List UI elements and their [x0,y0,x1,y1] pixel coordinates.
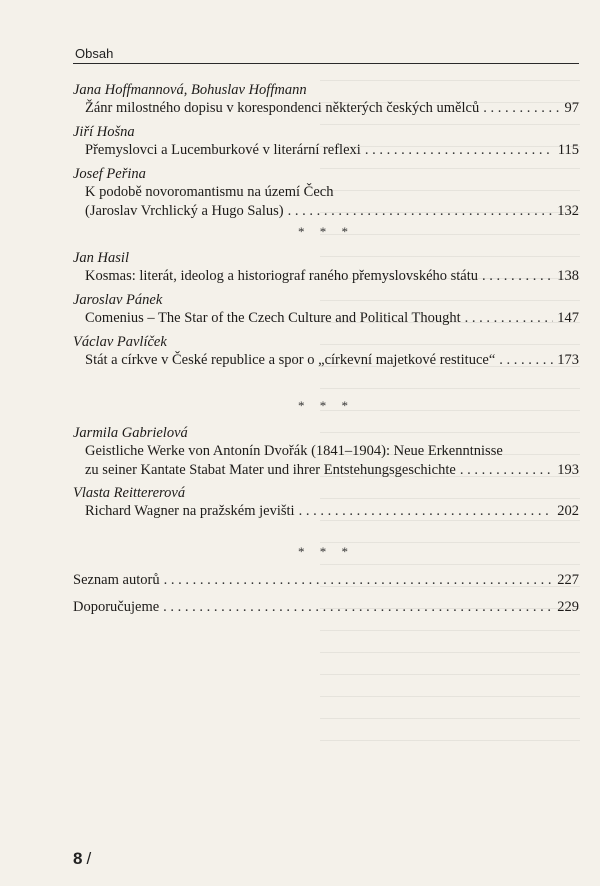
entry-title-line [73,461,579,480]
entry-title-line [73,309,579,328]
entry-title: (Jaroslav Vrchlický a Hugo Salus) [85,203,284,219]
entry-title: Richard Wagner na pražském jevišti [85,503,295,519]
dot-leader [299,502,554,521]
entry-title: K podobě novoromantismu na území Čech [85,184,334,200]
entry-author: Josef Peřina [73,166,146,182]
entry-author: Jiří Hošna [73,124,135,140]
page-number-value: 8 [73,849,83,868]
header-label: Obsah [75,46,114,61]
entry-title: Kosmas: literát, ideolog a historiograf raného přemyslovského státu [85,268,479,284]
dot-leader [163,598,553,617]
entry-title-line [73,267,579,286]
index-page: 229 [557,599,579,615]
entry-title: Geistliche Werke von Antonín Dvořák (1841–1904): Neue Erkenntnisse [85,443,503,459]
dot-leader [288,202,554,221]
dot-leader [483,99,560,118]
index-page: 227 [557,572,579,588]
dot-leader [465,309,554,328]
entry-author: Jaroslav Pánek [73,292,163,308]
index-entry [73,571,579,590]
entry-page: 97 [564,100,579,116]
entry-title-line [73,202,579,221]
entry-title: Stát a církve v České republice a spor o „církevní majetkové restituce“ [85,352,496,368]
entry-author: Václav Pavlíček [73,334,167,350]
entry-title-line [73,99,579,118]
page-number-slash: / [86,849,92,868]
entry-page: 202 [557,503,579,519]
toc-entry [73,291,579,328]
toc-entry [73,333,579,370]
entry-author: Vlasta Reittererová [73,485,186,501]
entry-page: 173 [557,352,579,368]
entry-title: Comenius – The Star of the Czech Culture and Political Thought [85,310,461,326]
section-separator: * * * [298,398,354,413]
entry-title-line [73,502,579,521]
index-label: Doporučujeme [73,599,160,615]
entry-author: Jarmila Gabrielová [73,425,188,441]
page-number [73,849,91,869]
entry-page: 147 [557,310,579,326]
dot-leader [482,267,553,286]
section-separator: * * * [298,224,354,239]
header-rule [73,63,579,64]
toc-entry [73,123,579,160]
toc-entry [73,484,579,521]
toc-entry [73,249,579,286]
dot-leader [460,461,553,480]
dot-leader [164,571,554,590]
entry-author: Jana Hoffmannová, Bohuslav Hoffmann [73,82,307,98]
toc-entry [73,424,579,480]
section-separator: * * * [298,544,354,559]
entry-title: Přemyslovci a Lucemburkové v literární reflexi [85,142,361,158]
entry-title: zu seiner Kantate Stabat Mater und ihrer Entstehungsgeschichte [85,462,456,478]
entry-author: Jan Hasil [73,250,129,266]
entry-title: Žánr milostného dopisu v korespondenci některých českých umělců [85,100,480,116]
index-label: Seznam autorů [73,572,160,588]
index-entry [73,598,579,617]
entry-title-line [73,351,579,370]
entry-page: 115 [557,142,579,158]
entry-page: 193 [557,462,579,478]
entry-title-line [73,141,579,160]
entry-page: 138 [557,268,579,284]
toc-entry [73,165,579,221]
dot-leader [499,351,553,370]
dot-leader [365,141,554,160]
toc-entry [73,81,579,118]
entry-page: 132 [557,203,579,219]
